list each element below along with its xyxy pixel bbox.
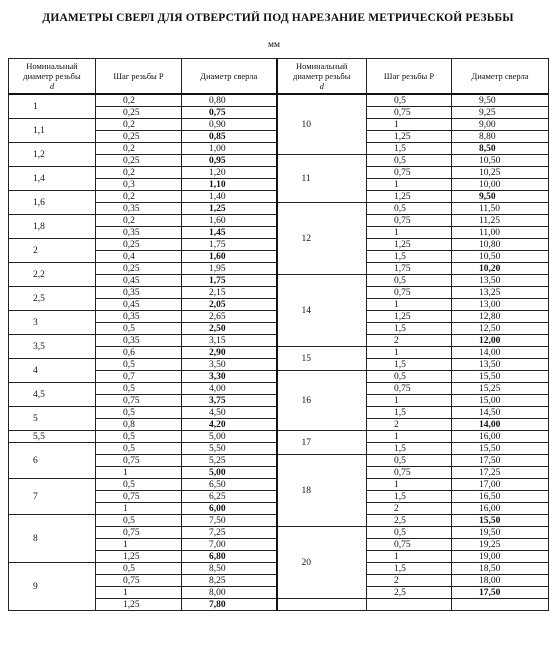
header-drill-diameter-right: Диаметр сверла <box>452 59 549 95</box>
thread-pitch-cell: 0,75 <box>367 107 452 119</box>
drill-diameter-cell: 6,25 <box>182 491 277 503</box>
thread-pitch-cell: 1,5 <box>367 251 452 263</box>
thread-pitch-cell: 0,5 <box>96 323 182 335</box>
thread-pitch-cell: 2,5 <box>367 587 452 599</box>
nominal-diameter-cell: 15 <box>277 347 367 371</box>
thread-pitch-cell: 1,5 <box>367 143 452 155</box>
thread-pitch-cell: 1 <box>96 587 182 599</box>
drill-diameter-cell: 0,90 <box>182 119 277 131</box>
thread-pitch-cell: 0,75 <box>96 491 182 503</box>
header-thread-pitch-right: Шаг резьбы P <box>367 59 452 95</box>
thread-pitch-cell: 1 <box>96 503 182 515</box>
drill-diameter-cell: 11,25 <box>452 215 549 227</box>
drill-diameter-cell: 7,00 <box>182 539 277 551</box>
thread-pitch-cell: 2,5 <box>367 515 452 527</box>
drill-diameter-cell: 8,80 <box>452 131 549 143</box>
thread-pitch-cell: 0,75 <box>367 467 452 479</box>
nominal-diameter-cell: 17 <box>277 431 367 455</box>
nominal-diameter-cell: 9 <box>9 563 96 611</box>
nominal-diameter-cell: 6 <box>9 443 96 479</box>
drill-diameter-cell: 16,00 <box>452 503 549 515</box>
nominal-diameter-cell: 3,5 <box>9 335 96 359</box>
drill-diameter-table <box>8 58 549 611</box>
thread-pitch-cell: 0,25 <box>96 107 182 119</box>
thread-pitch-cell: 0,75 <box>367 539 452 551</box>
thread-pitch-cell: 1 <box>96 467 182 479</box>
drill-diameter-cell: 17,25 <box>452 467 549 479</box>
drill-diameter-cell: 9,00 <box>452 119 549 131</box>
nominal-diameter-cell: 2,2 <box>9 263 96 287</box>
nominal-diameter-cell: 10 <box>277 94 367 155</box>
nominal-diameter-cell: 1 <box>9 94 96 119</box>
drill-diameter-cell: 17,50 <box>452 455 549 467</box>
drill-diameter-cell: 12,80 <box>452 311 549 323</box>
thread-pitch-cell: 0,75 <box>367 215 452 227</box>
drill-diameter-cell: 6,80 <box>182 551 277 563</box>
thread-pitch-cell: 0,5 <box>367 275 452 287</box>
drill-diameter-cell: 0,95 <box>182 155 277 167</box>
thread-pitch-cell: 0,8 <box>96 419 182 431</box>
nominal-diameter-cell: 14 <box>277 275 367 347</box>
thread-pitch-cell: 0,5 <box>96 563 182 575</box>
nominal-diameter-cell: 1,8 <box>9 215 96 239</box>
thread-pitch-cell: 1 <box>367 551 452 563</box>
thread-pitch-cell: 0,75 <box>96 527 182 539</box>
thread-pitch-cell: 1 <box>367 227 452 239</box>
thread-pitch-cell: 0,2 <box>96 119 182 131</box>
thread-pitch-cell: 0,25 <box>96 239 182 251</box>
nominal-diameter-cell: 18 <box>277 455 367 527</box>
header-nominal-diameter-right: Номинальный диаметр резьбы d <box>277 59 367 95</box>
drill-diameter-cell: 9,25 <box>452 107 549 119</box>
drill-diameter-cell: 0,80 <box>182 94 277 107</box>
thread-pitch-cell: 0,5 <box>367 527 452 539</box>
drill-diameter-cell: 11,50 <box>452 203 549 215</box>
nominal-diameter-cell: 2,5 <box>9 287 96 311</box>
drill-diameter-cell: 7,80 <box>182 599 277 611</box>
thread-pitch-cell: 0,75 <box>367 167 452 179</box>
thread-pitch-cell: 0,35 <box>96 335 182 347</box>
thread-pitch-cell: 0,75 <box>96 575 182 587</box>
drill-diameter-cell: 16,50 <box>452 491 549 503</box>
drill-diameter-cell: 5,25 <box>182 455 277 467</box>
thread-pitch-cell: 0,2 <box>96 143 182 155</box>
thread-pitch-cell: 1,25 <box>367 131 452 143</box>
thread-pitch-cell: 0,35 <box>96 227 182 239</box>
drill-diameter-cell: 3,75 <box>182 395 277 407</box>
thread-pitch-cell: 0,25 <box>96 263 182 275</box>
thread-pitch-cell: 0,5 <box>367 203 452 215</box>
drill-diameter-cell: 16,00 <box>452 431 549 443</box>
thread-pitch-cell: 1,5 <box>367 443 452 455</box>
drill-diameter-cell: 15,50 <box>452 515 549 527</box>
drill-diameter-cell: 4,00 <box>182 383 277 395</box>
header-drill-diameter: Диаметр сверла <box>182 59 277 95</box>
drill-diameter-cell: 1,75 <box>182 275 277 287</box>
drill-diameter-cell: 19,50 <box>452 527 549 539</box>
thread-pitch-cell: 1 <box>367 479 452 491</box>
thread-pitch-cell: 0,45 <box>96 275 182 287</box>
drill-diameter-cell: 8,50 <box>182 563 277 575</box>
drill-diameter-cell: 17,50 <box>452 587 549 599</box>
drill-diameter-cell: 10,20 <box>452 263 549 275</box>
thread-pitch-cell: 0,2 <box>96 167 182 179</box>
table-row <box>9 431 549 443</box>
nominal-diameter-cell: 11 <box>277 155 367 203</box>
drill-diameter-cell: 1,75 <box>182 239 277 251</box>
nominal-diameter-cell: 16 <box>277 371 367 431</box>
thread-pitch-cell: 1 <box>96 539 182 551</box>
drill-diameter-cell: 0,85 <box>182 131 277 143</box>
drill-diameter-cell: 8,50 <box>452 143 549 155</box>
thread-pitch-cell: 0,5 <box>367 155 452 167</box>
thread-pitch-cell: 1 <box>367 299 452 311</box>
drill-diameter-cell: 14,00 <box>452 419 549 431</box>
drill-diameter-cell: 12,00 <box>452 335 549 347</box>
nominal-diameter-cell: 3 <box>9 311 96 335</box>
drill-diameter-cell: 2,05 <box>182 299 277 311</box>
drill-diameter-cell: 4,20 <box>182 419 277 431</box>
drill-diameter-cell: 1,00 <box>182 143 277 155</box>
drill-diameter-cell: 2,90 <box>182 347 277 359</box>
thread-pitch-cell: 0,5 <box>96 515 182 527</box>
drill-diameter-cell: 0,75 <box>182 107 277 119</box>
drill-diameter-cell: 8,25 <box>182 575 277 587</box>
drill-diameter-cell: 13,50 <box>452 275 549 287</box>
drill-diameter-cell: 13,50 <box>452 359 549 371</box>
drill-diameter-cell: 10,00 <box>452 179 549 191</box>
header-nominal-diameter: Номинальный диаметр резьбы d <box>9 59 96 95</box>
drill-diameter-cell: 19,25 <box>452 539 549 551</box>
drill-diameter-cell: 11,00 <box>452 227 549 239</box>
thread-pitch-cell: 2 <box>367 575 452 587</box>
thread-pitch-cell: 1 <box>367 179 452 191</box>
thread-pitch-cell: 0,5 <box>96 431 182 443</box>
drill-diameter-cell: 6,50 <box>182 479 277 491</box>
drill-diameter-cell: 2,50 <box>182 323 277 335</box>
drill-diameter-cell: 1,45 <box>182 227 277 239</box>
drill-diameter-cell: 14,50 <box>452 407 549 419</box>
drill-diameter-cell: 14,00 <box>452 347 549 359</box>
drill-diameter-cell: 15,25 <box>452 383 549 395</box>
thread-pitch-cell: 0,5 <box>96 407 182 419</box>
nominal-diameter-cell: 2 <box>9 239 96 263</box>
thread-pitch-cell: 1,25 <box>96 551 182 563</box>
drill-diameter-cell: 8,00 <box>182 587 277 599</box>
thread-pitch-cell: 1,25 <box>367 239 452 251</box>
table-row <box>9 94 549 107</box>
thread-pitch-cell: 0,5 <box>96 443 182 455</box>
thread-pitch-cell: 1,25 <box>367 191 452 203</box>
thread-pitch-cell: 1,5 <box>367 407 452 419</box>
empty-cell <box>367 599 452 611</box>
drill-diameter-cell: 10,50 <box>452 155 549 167</box>
drill-diameter-cell: 13,00 <box>452 299 549 311</box>
drill-diameter-cell: 1,95 <box>182 263 277 275</box>
drill-diameter-cell: 7,25 <box>182 527 277 539</box>
drill-diameter-cell: 1,10 <box>182 179 277 191</box>
drill-diameter-cell: 6,00 <box>182 503 277 515</box>
unit-label: мм <box>268 40 281 50</box>
thread-pitch-cell: 1,25 <box>367 311 452 323</box>
drill-diameter-cell: 17,00 <box>452 479 549 491</box>
thread-pitch-cell: 0,5 <box>367 371 452 383</box>
drill-diameter-cell: 1,25 <box>182 203 277 215</box>
drill-diameter-cell: 2,65 <box>182 311 277 323</box>
nominal-diameter-cell: 8 <box>9 515 96 563</box>
nominal-diameter-cell: 5 <box>9 407 96 431</box>
thread-pitch-cell: 0,5 <box>96 359 182 371</box>
drill-diameter-cell: 3,30 <box>182 371 277 383</box>
empty-cell <box>452 599 549 611</box>
table-body <box>9 94 549 611</box>
thread-pitch-cell: 1,25 <box>96 599 182 611</box>
nominal-diameter-cell: 1,4 <box>9 167 96 191</box>
thread-pitch-cell: 2 <box>367 419 452 431</box>
drill-diameter-cell: 2,15 <box>182 287 277 299</box>
drill-diameter-cell: 1,40 <box>182 191 277 203</box>
thread-pitch-cell: 0,25 <box>96 155 182 167</box>
thread-pitch-cell: 0,75 <box>367 383 452 395</box>
drill-diameter-cell: 3,50 <box>182 359 277 371</box>
thread-pitch-cell: 0,75 <box>96 455 182 467</box>
thread-pitch-cell: 1,5 <box>367 359 452 371</box>
thread-pitch-cell: 0,7 <box>96 371 182 383</box>
thread-pitch-cell: 0,35 <box>96 311 182 323</box>
drill-diameter-cell: 15,50 <box>452 371 549 383</box>
drill-diameter-cell: 5,00 <box>182 467 277 479</box>
thread-pitch-cell: 0,5 <box>367 94 452 107</box>
thread-pitch-cell: 0,45 <box>96 299 182 311</box>
nominal-diameter-cell: 7 <box>9 479 96 515</box>
drill-diameter-cell: 10,80 <box>452 239 549 251</box>
thread-pitch-cell: 1,75 <box>367 263 452 275</box>
drill-diameter-cell: 12,50 <box>452 323 549 335</box>
thread-pitch-cell: 0,5 <box>367 455 452 467</box>
drill-diameter-cell: 13,25 <box>452 287 549 299</box>
drill-diameter-cell: 1,60 <box>182 215 277 227</box>
empty-cell <box>277 599 367 611</box>
thread-pitch-cell: 2 <box>367 503 452 515</box>
drill-diameter-cell: 18,50 <box>452 563 549 575</box>
thread-pitch-cell: 0,25 <box>96 131 182 143</box>
drill-diameter-cell: 18,00 <box>452 575 549 587</box>
drill-diameter-cell: 5,00 <box>182 431 277 443</box>
thread-pitch-cell: 1 <box>367 119 452 131</box>
nominal-diameter-cell: 1,6 <box>9 191 96 215</box>
drill-diameter-cell: 9,50 <box>452 191 549 203</box>
thread-pitch-cell: 0,35 <box>96 203 182 215</box>
drill-diameter-cell: 1,60 <box>182 251 277 263</box>
nominal-diameter-cell: 5,5 <box>9 431 96 443</box>
nominal-diameter-cell: 4 <box>9 359 96 383</box>
thread-pitch-cell: 0,75 <box>367 287 452 299</box>
nominal-diameter-cell: 1,2 <box>9 143 96 167</box>
drill-diameter-cell: 3,15 <box>182 335 277 347</box>
nominal-diameter-cell: 12 <box>277 203 367 275</box>
thread-pitch-cell: 0,6 <box>96 347 182 359</box>
drill-diameter-cell: 10,50 <box>452 251 549 263</box>
drill-diameter-cell: 1,20 <box>182 167 277 179</box>
thread-pitch-cell: 1,5 <box>367 491 452 503</box>
drill-diameter-cell: 15,00 <box>452 395 549 407</box>
thread-pitch-cell: 0,2 <box>96 191 182 203</box>
nominal-diameter-cell: 1,1 <box>9 119 96 143</box>
nominal-diameter-cell: 20 <box>277 527 367 599</box>
thread-pitch-cell: 0,5 <box>96 383 182 395</box>
drill-diameter-cell: 4,50 <box>182 407 277 419</box>
thread-pitch-cell: 0,2 <box>96 215 182 227</box>
thread-pitch-cell: 1,5 <box>367 323 452 335</box>
drill-diameter-cell: 19,00 <box>452 551 549 563</box>
thread-pitch-cell: 1 <box>367 395 452 407</box>
drill-diameter-cell: 9,50 <box>452 94 549 107</box>
thread-pitch-cell: 0,3 <box>96 179 182 191</box>
thread-pitch-cell: 0,75 <box>96 395 182 407</box>
page-title: ДИАМЕТРЫ СВЕРЛ ДЛЯ ОТВЕРСТИЙ ПОД НАРЕЗАНИЕ МЕТРИЧЕСКОЙ РЕЗЬБЫ <box>42 12 514 24</box>
drill-diameter-cell: 5,50 <box>182 443 277 455</box>
drill-diameter-cell: 15,50 <box>452 443 549 455</box>
header-thread-pitch: Шаг резьбы P <box>96 59 182 95</box>
nominal-diameter-cell: 4,5 <box>9 383 96 407</box>
thread-pitch-cell: 0,4 <box>96 251 182 263</box>
thread-pitch-cell: 1,5 <box>367 563 452 575</box>
thread-pitch-cell: 0,35 <box>96 287 182 299</box>
thread-pitch-cell: 1 <box>367 431 452 443</box>
thread-pitch-cell: 0,5 <box>96 479 182 491</box>
thread-pitch-cell: 0,2 <box>96 94 182 107</box>
drill-diameter-cell: 7,50 <box>182 515 277 527</box>
table-header-row <box>9 59 549 95</box>
thread-pitch-cell: 2 <box>367 335 452 347</box>
drill-diameter-cell: 10,25 <box>452 167 549 179</box>
thread-pitch-cell: 1 <box>367 347 452 359</box>
